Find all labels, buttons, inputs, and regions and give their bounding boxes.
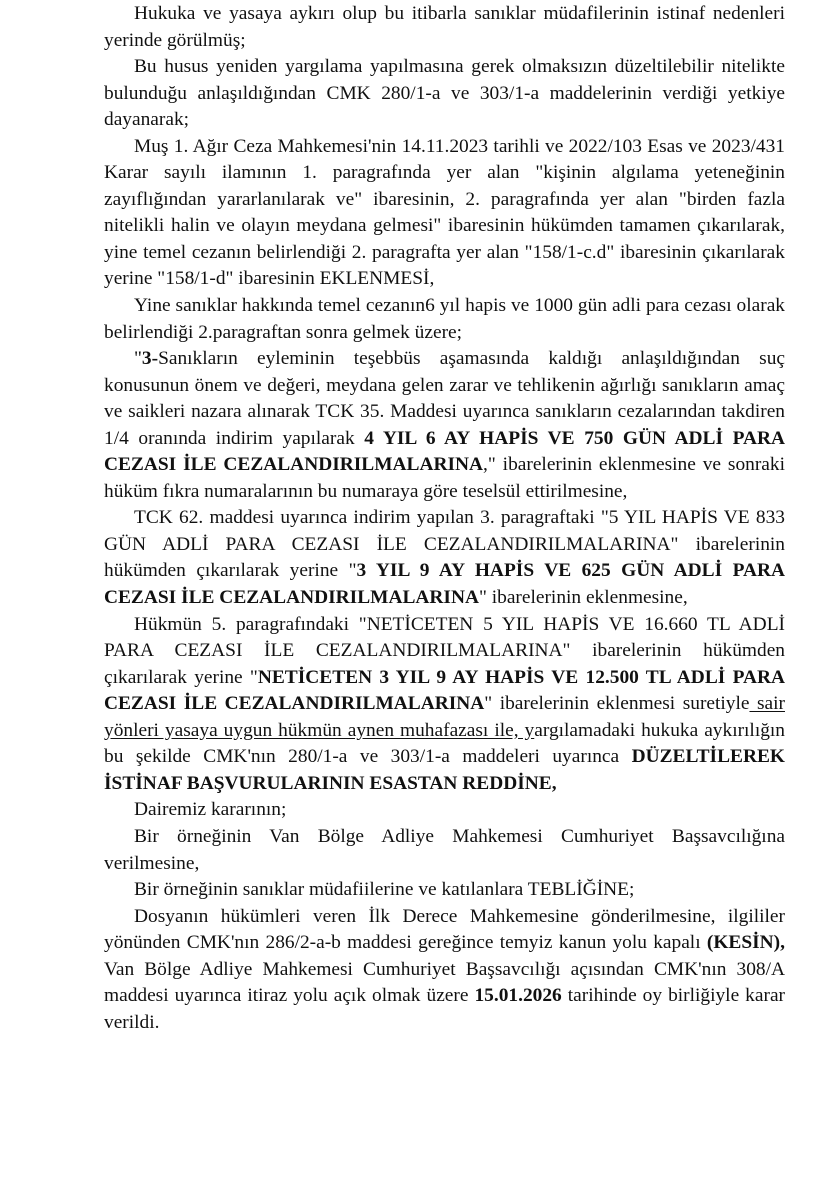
text-run: Yine sanıklar hakkında temel cezanın6 yıl hapis ve 1000 gün adli para cezası olarak belirlendiği 2.paragraftan sonra gelmek üzere; — [104, 295, 785, 343]
bold-text-run: (KESİN), — [706, 932, 785, 954]
paragraph-ilam-duzeltme — [104, 134, 785, 293]
bold-text-run: NETİCETEN 3 YIL 9 AY HAPİS VE 12.500 TL ADLİ PARA CEZASI İLE CEZALANDIRILMALARINA — [104, 666, 786, 715]
bold-text-run: 4 YIL 6 AY HAPİS VE 750 GÜN ADLİ PARA CEZASI İLE CEZALANDIRILMALARINA — [104, 427, 785, 476]
bold-text-run: DÜZELTİLEREK İSTİNAF BAŞVURULARININ ESASTAN REDDİNE, — [104, 746, 785, 794]
paragraph-tesebbus-indirimi — [104, 346, 785, 505]
text-run: Dosyanın hükümleri veren İlk Derece Mahkemesine gönderilmesine, ilgililer yönünden CMK'nın 286/2-a-b maddesi gereğince temyiz kanun yolu kapalı — [104, 905, 785, 954]
bold-text-run: 3 YIL 9 AY HAPİS VE 625 GÜN ADLİ PARA CEZASI İLE CEZALANDIRILMALARINA — [104, 560, 785, 609]
paragraph-yetki — [104, 54, 785, 134]
text-run: tarihinde oy birliğiyle karar verildi. — [104, 985, 786, 1033]
text-run: Hukuka ve yasaya aykırı olup bu itibarla sanıklar müdafilerinin istinaf nedenleri yerinde görülmüş; — [104, 3, 785, 51]
text-run: Hükmün 5. paragrafındaki "NETİCETEN 5 YIL HAPİS VE 16.660 TL ADLİ PARA CEZASI İLE CEZALANDIRILMALARINA" ibarelerinin hükümden çıkarılarak yerine " — [104, 613, 785, 688]
underlined-text-run: sair yönleri yasaya uygun hükmün aynen muhafazası ile, y — [104, 693, 785, 741]
paragraph-basavcilik-ornegi — [104, 824, 785, 877]
text-run: " ibarelerinin eklenmesine, — [478, 587, 688, 609]
paragraph-temel-ceza — [104, 293, 785, 346]
text-run: argılamadaki hukuka aykırılığın bu şekilde CMK'nın 280/1-a ve 303/1-a maddeleri uyarınca — [104, 719, 785, 768]
bold-text-run: 3- — [141, 348, 159, 370]
text-run: Dairemiz kararının; — [134, 799, 287, 821]
document-page — [0, 1, 833, 1201]
text-run: Bu husus yeniden yargılama yapılmasına gerek olmaksızın düzeltilebilir nitelikte bulunduğu anlaşıldığından CMK 280/1-a ve 303/1-a maddelerinin verdiği yetkiye dayanarak; — [104, 56, 785, 131]
text-run: TCK 62. maddesi uyarınca indirim yapılan 3. paragraftaki "5 YIL HAPİS VE 833 GÜN ADLİ PARA CEZASI İLE CEZALANDIRILMALARINA" ibarelerinin hükümden çıkarılarak yerine " — [104, 507, 785, 582]
paragraph-teblig — [104, 877, 785, 904]
text-run: ," ibarelerinin eklenmesine ve sonraki hüküm fıkra numaralarının bu numaraya göre teselsül ettirilmesine, — [104, 454, 785, 502]
bold-text-run: 15.01.2026 — [474, 985, 562, 1007]
text-run: Van Bölge Adliye Mahkemesi Cumhuriyet Başsavcılığı açısından CMK'nın 308/A maddesi uyarınca itiraz yolu açık olmak üzere — [104, 958, 785, 1007]
text-run: Sanıkların eyleminin teşebbüs aşamasında kaldığı anlaşıldığından suç konusunun önem ve değeri, meydana gelen zarar ve tehlikenin ağırlığı sanıkların amaç ve saikleri nazara alınarak TCK 35. Maddesi uyarınca sanıkların cezalarından takdiren 1/4 oranında indirim yapılarak — [104, 348, 785, 449]
text-run: Bir örneğinin Van Bölge Adliye Mahkemesi Cumhuriyet Başsavcılığına verilmesine, — [104, 825, 785, 874]
paragraph-karar-sonuc — [104, 904, 785, 1037]
text-run: Muş 1. Ağır Ceza Mahkemesi'nin 14.11.2023 tarihli ve 2022/103 Esas ve 2023/431 Karar sayılı ilamının 1. paragrafında yer alan "kişinin algılama yeteneğinin zayıflığından yararlanılarak ve" ibaresinin, 2. paragrafında yer alan "birden fazla nitelikli halin ve olayın meydana gelmesi" ibaresinin hükümden tamamen çıkarılarak, yine temel cezanın belirlendiği 2. paragrafta yer alan "158/1-c.d" ibaresinin çıkarılarak yerine "158/1-d" ibaresinin EKLENMESİ, — [104, 135, 785, 290]
paragraph-istinaf-nedenleri — [104, 1, 785, 54]
text-run: Bir örneğinin sanıklar müdafiilerine ve katılanlara TEBLİĞİNE; — [134, 879, 635, 901]
paragraph-dairemiz-kararinin — [104, 797, 785, 824]
text-run: " — [134, 348, 142, 370]
text-run: " ibarelerinin eklenmesi suretiyle — [484, 693, 750, 715]
paragraph-tck62-indirimi — [104, 505, 785, 611]
paragraph-neticeten-hukum — [104, 612, 785, 798]
